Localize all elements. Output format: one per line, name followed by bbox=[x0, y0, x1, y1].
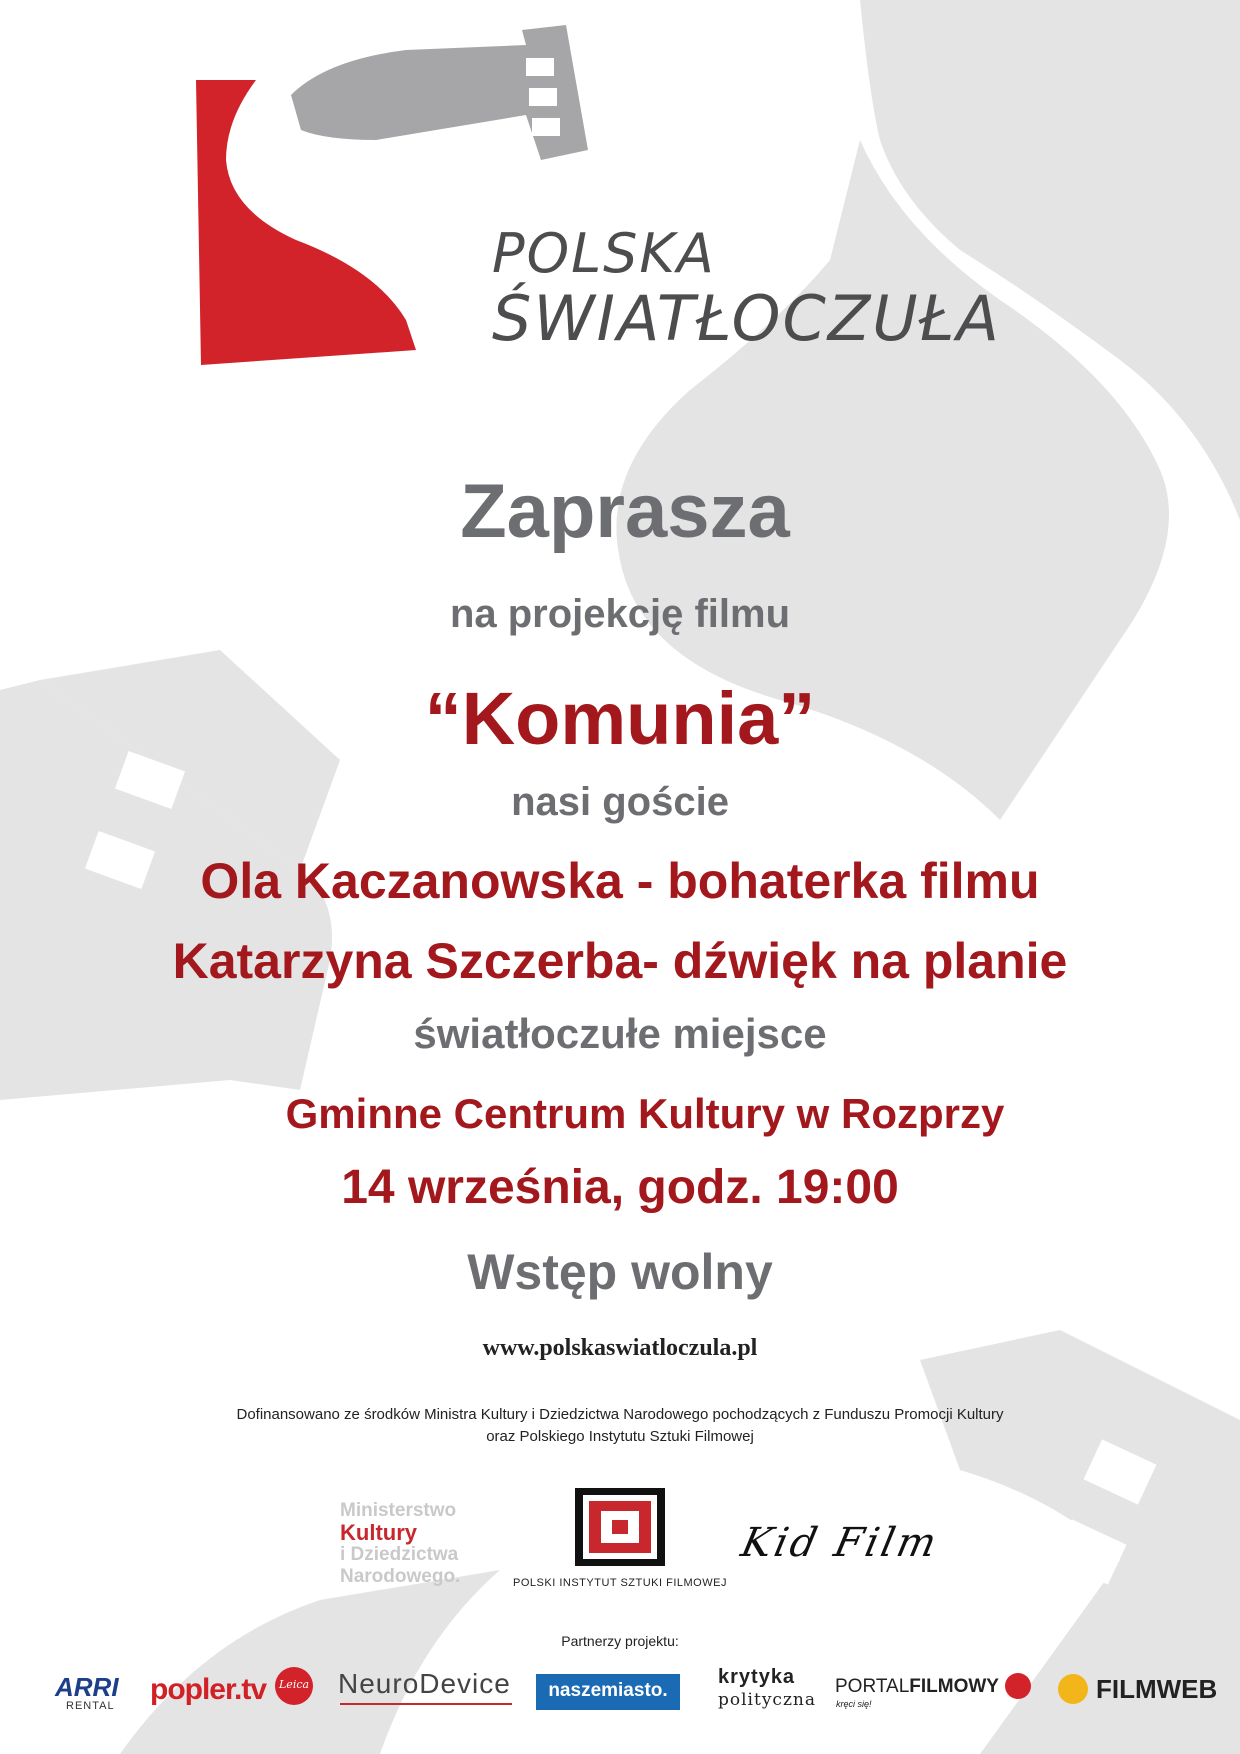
place-label: światłoczułe miejsce bbox=[413, 1010, 827, 1057]
event-datetime: 14 września, godz. 19:00 bbox=[341, 1161, 899, 1214]
popler-logo: popler.tv bbox=[150, 1673, 267, 1706]
filmweb-logo-icon bbox=[1058, 1674, 1088, 1704]
portal-filmowy-logo bbox=[835, 1676, 999, 1698]
brand-name-line-1: POLSKA bbox=[492, 222, 716, 285]
neurodevice-logo: NeuroDevice bbox=[338, 1668, 511, 1699]
ministry-logo-text: Kultury bbox=[340, 1520, 417, 1545]
guest-line: Ola Kaczanowska - bohaterka filmu bbox=[200, 853, 1040, 909]
filmweb-logo: FILMWEB bbox=[1096, 1674, 1218, 1704]
leica-logo-text: Leica bbox=[279, 1678, 310, 1691]
screening-label: na projekcję filmu bbox=[449, 592, 791, 636]
naszemiasto-logo: naszemiasto. bbox=[548, 1680, 668, 1701]
guests-label: nasi goście bbox=[511, 780, 729, 824]
kid-film-logo: Kid Film bbox=[737, 1520, 944, 1566]
portal-filmowy-text-b: FILMOWY bbox=[909, 1676, 999, 1697]
film-title: “Komunia” bbox=[424, 677, 816, 760]
invitation-headline: Zaprasza bbox=[460, 469, 790, 554]
pisf-logo-icon bbox=[520, 1482, 720, 1572]
arri-logo: ARRI bbox=[55, 1672, 119, 1702]
krytyka-logo-line-2: polityczna bbox=[718, 1690, 816, 1710]
funding-note-line-2: oraz Polskiego Instytutu Sztuki Filmowej bbox=[486, 1428, 754, 1445]
ministry-logo bbox=[340, 1500, 500, 1588]
guest-line: Katarzyna Szczerba- dźwięk na planie bbox=[172, 933, 1068, 989]
website-link[interactable]: www.polskaswiatloczula.pl bbox=[482, 1335, 758, 1361]
portal-filmowy-tagline: kręci się! bbox=[836, 1699, 872, 1709]
venue-name: Gminne Centrum Kultury w Rozprzy bbox=[285, 1090, 1005, 1137]
ministry-logo-text: i Dziedzictwa bbox=[340, 1544, 459, 1565]
funding-note-line-1: Dofinansowano ze środków Ministra Kultury i Dziedzictwa Narodowego pochodzących z Funduszu Promocji Kultury bbox=[236, 1406, 1004, 1423]
ministry-logo-text: Narodowego. bbox=[340, 1566, 461, 1587]
portal-filmowy-badge-icon bbox=[1005, 1673, 1031, 1699]
entry-info: Wstęp wolny bbox=[467, 1244, 773, 1300]
brand-name-line-2: ŚWIATŁOCZUŁA bbox=[492, 282, 1001, 355]
krytyka-logo-line-1: krytyka bbox=[718, 1666, 796, 1688]
arri-logo-sub: RENTAL bbox=[66, 1700, 115, 1712]
partners-label: Partnerzy projektu: bbox=[561, 1633, 679, 1649]
pisf-label: POLSKI INSTYTUT SZTUKI FILMOWEJ bbox=[513, 1577, 727, 1589]
neurodevice-underline bbox=[340, 1703, 512, 1705]
portal-filmowy-text-a: PORTAL bbox=[835, 1676, 910, 1697]
ministry-logo-text: Ministerstwo bbox=[340, 1500, 457, 1521]
